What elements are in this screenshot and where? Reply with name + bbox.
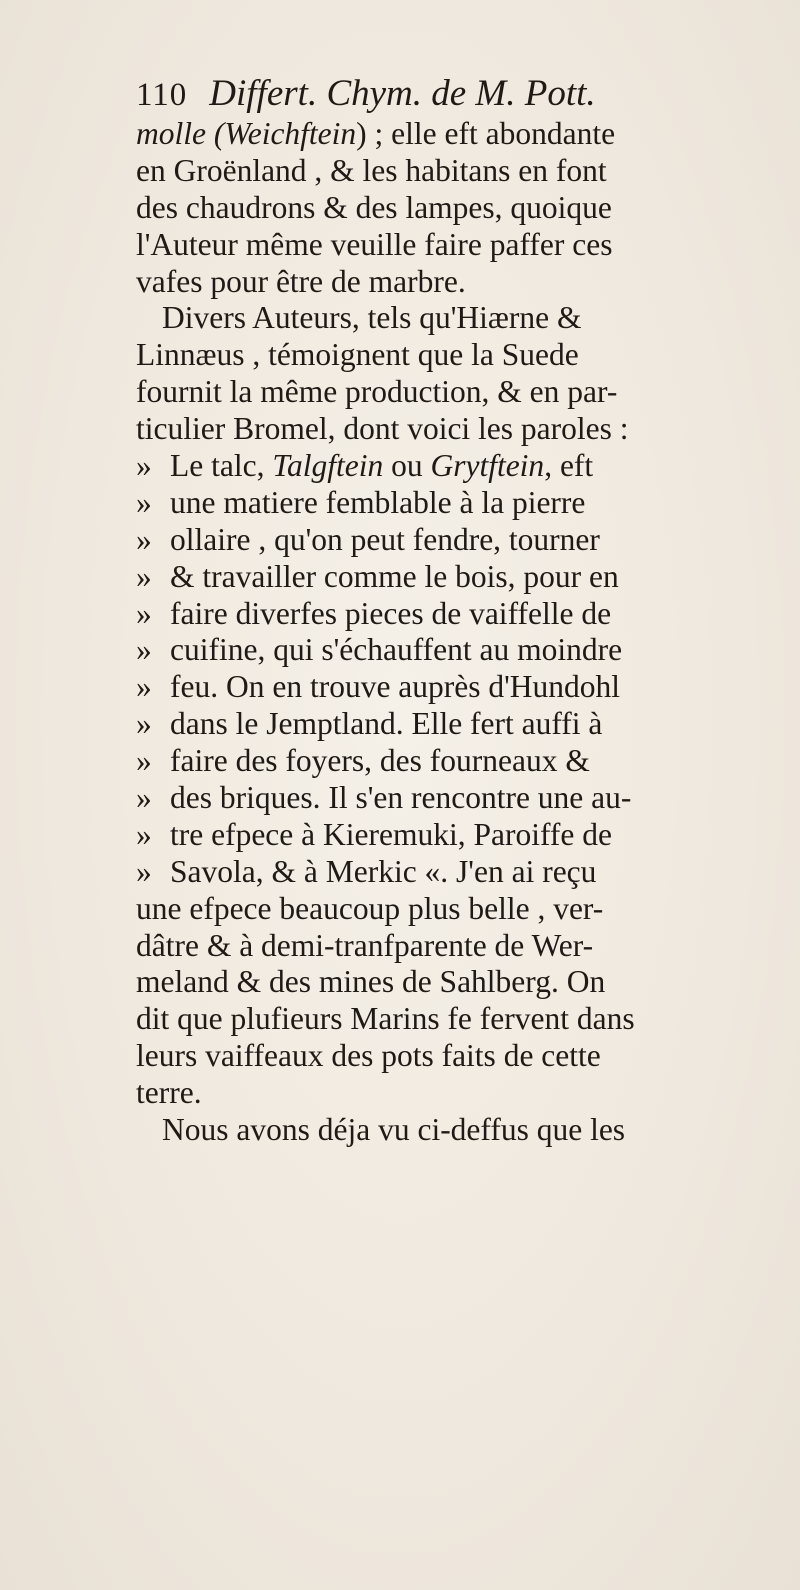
text-line [136, 448, 756, 485]
text-segment: vafes pour être de marbre. [136, 263, 466, 299]
text-line [136, 1112, 756, 1149]
text-line [136, 559, 756, 596]
text-line [136, 891, 756, 928]
text-segment: , eft [544, 448, 594, 484]
quote-mark: » [136, 632, 152, 668]
text-line [136, 928, 756, 965]
text-segment: des chaudrons & des lampes, quoique [136, 189, 612, 225]
text-line [136, 227, 756, 264]
text-segment: meland & des mines de Sahlberg. On [136, 964, 606, 1000]
text-segment: Divers Auteurs, tels qu'Hiærne & [162, 300, 582, 336]
text-line [136, 522, 756, 559]
text-line [136, 596, 756, 633]
text-segment: une efpece beaucoup plus belle , ver- [136, 890, 604, 926]
text-segment: Le talc, [170, 448, 273, 484]
text-segment: dans le Jemptland. Elle fert auffi à [170, 706, 603, 742]
text-line [136, 706, 756, 743]
text-segment: en Groënland , & les habitans en font [136, 152, 607, 188]
text-line [136, 669, 756, 706]
quote-mark: » [136, 484, 152, 520]
text-line [136, 411, 756, 448]
quote-mark: » [136, 521, 152, 557]
text-line [136, 964, 756, 1001]
text-line [136, 300, 756, 337]
quote-mark: » [136, 669, 152, 705]
quote-mark: » [136, 706, 152, 742]
page-header [136, 68, 736, 120]
body-text [136, 116, 756, 1149]
italic-text: Weichftein [224, 116, 357, 151]
text-segment: & travailler comme le bois, pour en [170, 558, 619, 594]
text-segment: dit que plufieurs Marins fe fervent dans [136, 1001, 635, 1037]
text-segment: faire des foyers, des fourneaux & [170, 743, 590, 779]
text-segment: Nous avons déja vu ci-deffus que les [162, 1112, 626, 1148]
text-line [136, 264, 756, 301]
text-segment: cuifine, qui s'échauffent au moindre [170, 632, 623, 668]
text-segment: tre efpece à Kieremuki, Paroiffe de [170, 816, 612, 852]
text-line [136, 854, 756, 891]
quote-mark: » [136, 448, 152, 484]
text-segment: terre. [136, 1075, 202, 1111]
text-line [136, 116, 756, 153]
text-segment: Linnæus , témoignent que la Suede [136, 337, 579, 373]
text-line [136, 1001, 756, 1038]
text-segment: Savola, & à Merkic «. J'en ai reçu [170, 853, 597, 889]
running-title: Differt. Chym. de M. Pott. [209, 73, 596, 114]
text-segment: feu. On en trouve auprès d'Hundohl [170, 669, 621, 705]
quote-mark: » [136, 558, 152, 594]
text-line [136, 153, 756, 190]
text-line [136, 632, 756, 669]
italic-text: Grytftein [430, 448, 545, 484]
text-segment: dâtre & à demi-tranfparente de Wer- [136, 927, 594, 963]
text-line [136, 1038, 756, 1075]
page-number: 110 [136, 77, 188, 113]
text-line [136, 190, 756, 227]
text-line [136, 817, 756, 854]
quote-mark: » [136, 595, 152, 631]
text-line [136, 337, 756, 374]
text-segment: l'Auteur même veuille faire paffer ces [136, 226, 613, 262]
quote-mark: » [136, 816, 152, 852]
quote-mark: » [136, 780, 152, 816]
text-segment: ollaire , qu'on peut fendre, tourner [170, 521, 600, 557]
text-line [136, 1075, 756, 1112]
text-segment: ticulier Bromel, dont voici les paroles : [136, 411, 629, 447]
text-line [136, 485, 756, 522]
text-segment: leurs vaiffeaux des pots faits de cette [136, 1038, 601, 1074]
quote-mark: » [136, 853, 152, 889]
text-line [136, 780, 756, 817]
text-segment: ou [383, 448, 431, 484]
italic-text: Talgftein [272, 448, 384, 484]
italic-text: molle ( [136, 116, 225, 151]
text-line [136, 374, 756, 411]
text-segment: une matiere femblable à la pierre [170, 484, 586, 520]
text-segment: ) ; elle eft abondante [356, 116, 616, 151]
text-line [136, 743, 756, 780]
text-segment: des briques. Il s'en rencontre une au- [170, 780, 632, 816]
quote-mark: » [136, 743, 152, 779]
text-segment: faire diverfes pieces de vaiffelle de [170, 595, 612, 631]
text-segment: fournit la même production, & en par- [136, 374, 618, 410]
